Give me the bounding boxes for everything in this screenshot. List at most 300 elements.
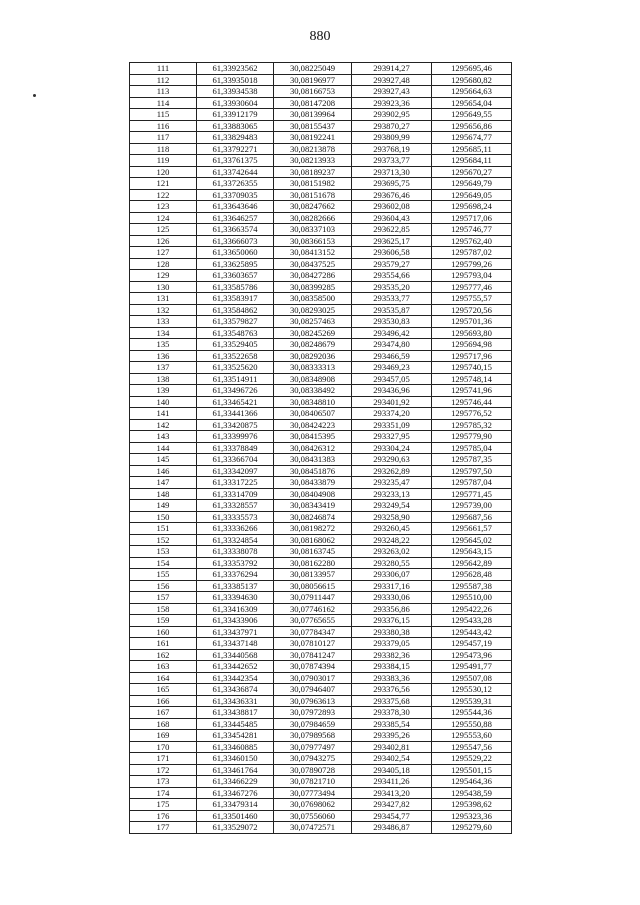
longitude-cell: 30,08155437 (274, 120, 352, 132)
table-row (130, 546, 512, 558)
y-coordinate-cell: 1295680,82 (432, 74, 512, 86)
latitude-cell: 61,33467276 (197, 787, 274, 799)
y-coordinate-cell: 1295793,04 (432, 270, 512, 282)
latitude-cell: 61,33709035 (197, 189, 274, 201)
table-row (130, 684, 512, 696)
table-row (130, 741, 512, 753)
latitude-cell: 61,33442652 (197, 661, 274, 673)
longitude-cell: 30,08343419 (274, 500, 352, 512)
table-row (130, 235, 512, 247)
table-row (130, 638, 512, 650)
x-coordinate-cell: 293427,82 (352, 799, 432, 811)
x-coordinate-cell: 293402,54 (352, 753, 432, 765)
point-number-cell: 114 (130, 97, 197, 109)
longitude-cell: 30,08282666 (274, 212, 352, 224)
x-coordinate-cell: 293927,48 (352, 74, 432, 86)
table-row (130, 396, 512, 408)
latitude-cell: 61,33328557 (197, 500, 274, 512)
point-number-cell: 162 (130, 649, 197, 661)
table-row (130, 523, 512, 535)
x-coordinate-cell: 293413,20 (352, 787, 432, 799)
latitude-cell: 61,33792271 (197, 143, 274, 155)
table-row (130, 822, 512, 834)
point-number-cell: 155 (130, 569, 197, 581)
y-coordinate-cell: 1295785,32 (432, 419, 512, 431)
latitude-cell: 61,33584862 (197, 304, 274, 316)
x-coordinate-cell: 293474,80 (352, 339, 432, 351)
longitude-cell: 30,07821710 (274, 776, 352, 788)
y-coordinate-cell: 1295740,15 (432, 362, 512, 374)
x-coordinate-cell: 293923,36 (352, 97, 432, 109)
longitude-cell: 30,07556060 (274, 810, 352, 822)
latitude-cell: 61,33385137 (197, 580, 274, 592)
y-coordinate-cell: 1295464,36 (432, 776, 512, 788)
point-number-cell: 173 (130, 776, 197, 788)
longitude-cell: 30,08166753 (274, 86, 352, 98)
point-number-cell: 175 (130, 799, 197, 811)
longitude-cell: 30,08415395 (274, 431, 352, 443)
latitude-cell: 61,33829483 (197, 132, 274, 144)
y-coordinate-cell: 1295799,26 (432, 258, 512, 270)
longitude-cell: 30,07943275 (274, 753, 352, 765)
table-row (130, 408, 512, 420)
longitude-cell: 30,07698062 (274, 799, 352, 811)
point-number-cell: 171 (130, 753, 197, 765)
point-number-cell: 170 (130, 741, 197, 753)
longitude-cell: 30,08162280 (274, 557, 352, 569)
x-coordinate-cell: 293258,90 (352, 511, 432, 523)
longitude-cell: 30,07841247 (274, 649, 352, 661)
y-coordinate-cell: 1295473,96 (432, 649, 512, 661)
x-coordinate-cell: 293235,47 (352, 477, 432, 489)
latitude-cell: 61,33324854 (197, 534, 274, 546)
longitude-cell: 30,08431383 (274, 454, 352, 466)
y-coordinate-cell: 1295746,44 (432, 396, 512, 408)
point-number-cell: 126 (130, 235, 197, 247)
latitude-cell: 61,33437971 (197, 626, 274, 638)
point-number-cell: 167 (130, 707, 197, 719)
latitude-cell: 61,33883065 (197, 120, 274, 132)
x-coordinate-cell: 293260,45 (352, 523, 432, 535)
x-coordinate-cell: 293290,63 (352, 454, 432, 466)
longitude-cell: 30,08198272 (274, 523, 352, 535)
y-coordinate-cell: 1295762,40 (432, 235, 512, 247)
point-number-cell: 156 (130, 580, 197, 592)
x-coordinate-cell: 293249,54 (352, 500, 432, 512)
table-row (130, 362, 512, 374)
table-row (130, 776, 512, 788)
latitude-cell: 61,33522658 (197, 350, 274, 362)
x-coordinate-cell: 293405,18 (352, 764, 432, 776)
table-row (130, 649, 512, 661)
longitude-cell: 30,08433879 (274, 477, 352, 489)
latitude-cell: 61,33514911 (197, 373, 274, 385)
x-coordinate-cell: 293330,06 (352, 592, 432, 604)
longitude-cell: 30,08348810 (274, 396, 352, 408)
table-row (130, 201, 512, 213)
table-row (130, 270, 512, 282)
point-number-cell: 146 (130, 465, 197, 477)
x-coordinate-cell: 293384,15 (352, 661, 432, 673)
point-number-cell: 121 (130, 178, 197, 190)
y-coordinate-cell: 1295670,27 (432, 166, 512, 178)
y-coordinate-cell: 1295698,24 (432, 201, 512, 213)
x-coordinate-cell: 293533,77 (352, 293, 432, 305)
point-number-cell: 139 (130, 385, 197, 397)
y-coordinate-cell: 1295685,11 (432, 143, 512, 155)
latitude-cell: 61,33338078 (197, 546, 274, 558)
point-number-cell: 130 (130, 281, 197, 293)
table-row (130, 799, 512, 811)
point-number-cell: 129 (130, 270, 197, 282)
table-row (130, 304, 512, 316)
point-number-cell: 172 (130, 764, 197, 776)
point-number-cell: 133 (130, 316, 197, 328)
longitude-cell: 30,08451876 (274, 465, 352, 477)
table-row (130, 626, 512, 638)
longitude-cell: 30,08366153 (274, 235, 352, 247)
point-number-cell: 142 (130, 419, 197, 431)
latitude-cell: 61,33479314 (197, 799, 274, 811)
table-row (130, 385, 512, 397)
x-coordinate-cell: 293385,54 (352, 718, 432, 730)
point-number-cell: 118 (130, 143, 197, 155)
table-row (130, 431, 512, 443)
latitude-cell: 61,33416309 (197, 603, 274, 615)
latitude-cell: 61,33496726 (197, 385, 274, 397)
y-coordinate-cell: 1295491,77 (432, 661, 512, 673)
table-row (130, 707, 512, 719)
point-number-cell: 120 (130, 166, 197, 178)
longitude-cell: 30,08257463 (274, 316, 352, 328)
x-coordinate-cell: 293317,16 (352, 580, 432, 592)
table-row (130, 109, 512, 121)
y-coordinate-cell: 1295664,63 (432, 86, 512, 98)
y-coordinate-cell: 1295553,60 (432, 730, 512, 742)
longitude-cell: 30,08163745 (274, 546, 352, 558)
y-coordinate-cell: 1295587,38 (432, 580, 512, 592)
table-row (130, 178, 512, 190)
x-coordinate-cell: 293486,87 (352, 822, 432, 834)
longitude-cell: 30,07946407 (274, 684, 352, 696)
point-number-cell: 160 (130, 626, 197, 638)
latitude-cell: 61,33378849 (197, 442, 274, 454)
table-row (130, 224, 512, 236)
y-coordinate-cell: 1295674,77 (432, 132, 512, 144)
y-coordinate-cell: 1295422,26 (432, 603, 512, 615)
table-row (130, 730, 512, 742)
y-coordinate-cell: 1295645,02 (432, 534, 512, 546)
table-row (130, 753, 512, 765)
point-number-cell: 152 (130, 534, 197, 546)
x-coordinate-cell: 293695,75 (352, 178, 432, 190)
y-coordinate-cell: 1295642,89 (432, 557, 512, 569)
table-row (130, 661, 512, 673)
latitude-cell: 61,33625895 (197, 258, 274, 270)
latitude-cell: 61,33585786 (197, 281, 274, 293)
y-coordinate-cell: 1295654,04 (432, 97, 512, 109)
y-coordinate-cell: 1295398,62 (432, 799, 512, 811)
y-coordinate-cell: 1295438,59 (432, 787, 512, 799)
latitude-cell: 61,33501460 (197, 810, 274, 822)
point-number-cell: 136 (130, 350, 197, 362)
x-coordinate-cell: 293436,96 (352, 385, 432, 397)
table-row (130, 442, 512, 454)
table-row (130, 592, 512, 604)
point-number-cell: 117 (130, 132, 197, 144)
x-coordinate-cell: 293914,27 (352, 63, 432, 75)
longitude-cell: 30,07746162 (274, 603, 352, 615)
y-coordinate-cell: 1295510,00 (432, 592, 512, 604)
longitude-cell: 30,08348908 (274, 373, 352, 385)
x-coordinate-cell: 293579,27 (352, 258, 432, 270)
x-coordinate-cell: 293809,99 (352, 132, 432, 144)
x-coordinate-cell: 293411,26 (352, 776, 432, 788)
latitude-cell: 61,33742644 (197, 166, 274, 178)
latitude-cell: 61,33433906 (197, 615, 274, 627)
table-row (130, 155, 512, 167)
point-number-cell: 161 (130, 638, 197, 650)
longitude-cell: 30,07890728 (274, 764, 352, 776)
coordinates-table (129, 62, 512, 834)
point-number-cell: 157 (130, 592, 197, 604)
y-coordinate-cell: 1295748,14 (432, 373, 512, 385)
x-coordinate-cell: 293248,22 (352, 534, 432, 546)
table-row (130, 350, 512, 362)
latitude-cell: 61,33441366 (197, 408, 274, 420)
table-row (130, 465, 512, 477)
table-row (130, 258, 512, 270)
y-coordinate-cell: 1295771,45 (432, 488, 512, 500)
x-coordinate-cell: 293379,05 (352, 638, 432, 650)
longitude-cell: 30,08151678 (274, 189, 352, 201)
point-number-cell: 134 (130, 327, 197, 339)
table-row (130, 615, 512, 627)
point-number-cell: 153 (130, 546, 197, 558)
y-coordinate-cell: 1295787,04 (432, 477, 512, 489)
point-number-cell: 149 (130, 500, 197, 512)
longitude-cell: 30,08213878 (274, 143, 352, 155)
x-coordinate-cell: 293375,68 (352, 695, 432, 707)
y-coordinate-cell: 1295539,31 (432, 695, 512, 707)
point-number-cell: 154 (130, 557, 197, 569)
latitude-cell: 61,33643646 (197, 201, 274, 213)
y-coordinate-cell: 1295530,12 (432, 684, 512, 696)
point-number-cell: 159 (130, 615, 197, 627)
y-coordinate-cell: 1295656,86 (432, 120, 512, 132)
table-row (130, 787, 512, 799)
table-row (130, 166, 512, 178)
x-coordinate-cell: 293351,09 (352, 419, 432, 431)
longitude-cell: 30,08168062 (274, 534, 352, 546)
longitude-cell: 30,07963613 (274, 695, 352, 707)
x-coordinate-cell: 293902,95 (352, 109, 432, 121)
y-coordinate-cell: 1295785,04 (432, 442, 512, 454)
longitude-cell: 30,08406507 (274, 408, 352, 420)
latitude-cell: 61,33445485 (197, 718, 274, 730)
latitude-cell: 61,33436331 (197, 695, 274, 707)
longitude-cell: 30,07903017 (274, 672, 352, 684)
longitude-cell: 30,08056615 (274, 580, 352, 592)
table-row (130, 810, 512, 822)
x-coordinate-cell: 293457,05 (352, 373, 432, 385)
x-coordinate-cell: 293380,38 (352, 626, 432, 638)
longitude-cell: 30,07911447 (274, 592, 352, 604)
latitude-cell: 61,33442354 (197, 672, 274, 684)
latitude-cell: 61,33935018 (197, 74, 274, 86)
point-number-cell: 166 (130, 695, 197, 707)
margin-mark (33, 94, 36, 97)
x-coordinate-cell: 293356,86 (352, 603, 432, 615)
longitude-cell: 30,08413152 (274, 247, 352, 259)
latitude-cell: 61,33366704 (197, 454, 274, 466)
table-row (130, 477, 512, 489)
x-coordinate-cell: 293870,27 (352, 120, 432, 132)
longitude-cell: 30,07972893 (274, 707, 352, 719)
x-coordinate-cell: 293602,08 (352, 201, 432, 213)
table-row (130, 74, 512, 86)
point-number-cell: 177 (130, 822, 197, 834)
latitude-cell: 61,33666073 (197, 235, 274, 247)
x-coordinate-cell: 293280,55 (352, 557, 432, 569)
y-coordinate-cell: 1295544,36 (432, 707, 512, 719)
y-coordinate-cell: 1295741,96 (432, 385, 512, 397)
longitude-cell: 30,08333313 (274, 362, 352, 374)
longitude-cell: 30,08245269 (274, 327, 352, 339)
table-row (130, 373, 512, 385)
x-coordinate-cell: 293469,23 (352, 362, 432, 374)
latitude-cell: 61,33376294 (197, 569, 274, 581)
point-number-cell: 158 (130, 603, 197, 615)
point-number-cell: 115 (130, 109, 197, 121)
longitude-cell: 30,07989568 (274, 730, 352, 742)
x-coordinate-cell: 293604,43 (352, 212, 432, 224)
y-coordinate-cell: 1295529,22 (432, 753, 512, 765)
longitude-cell: 30,08426312 (274, 442, 352, 454)
y-coordinate-cell: 1295755,57 (432, 293, 512, 305)
latitude-cell: 61,33525620 (197, 362, 274, 374)
point-number-cell: 145 (130, 454, 197, 466)
y-coordinate-cell: 1295550,88 (432, 718, 512, 730)
table-row (130, 339, 512, 351)
latitude-cell: 61,33663574 (197, 224, 274, 236)
point-number-cell: 123 (130, 201, 197, 213)
latitude-cell: 61,33437148 (197, 638, 274, 650)
latitude-cell: 61,33465421 (197, 396, 274, 408)
table-row (130, 86, 512, 98)
x-coordinate-cell: 293395,26 (352, 730, 432, 742)
point-number-cell: 147 (130, 477, 197, 489)
point-number-cell: 150 (130, 511, 197, 523)
point-number-cell: 125 (130, 224, 197, 236)
latitude-cell: 61,33930604 (197, 97, 274, 109)
x-coordinate-cell: 293402,81 (352, 741, 432, 753)
latitude-cell: 61,33529072 (197, 822, 274, 834)
y-coordinate-cell: 1295649,55 (432, 109, 512, 121)
x-coordinate-cell: 293676,46 (352, 189, 432, 201)
longitude-cell: 30,08192241 (274, 132, 352, 144)
point-number-cell: 151 (130, 523, 197, 535)
table-row (130, 63, 512, 75)
y-coordinate-cell: 1295693,80 (432, 327, 512, 339)
table-row (130, 511, 512, 523)
page-number: 880 (309, 29, 331, 44)
y-coordinate-cell: 1295661,57 (432, 523, 512, 535)
longitude-cell: 30,07874394 (274, 661, 352, 673)
y-coordinate-cell: 1295694,98 (432, 339, 512, 351)
point-number-cell: 111 (130, 63, 197, 75)
longitude-cell: 30,07784347 (274, 626, 352, 638)
table-row (130, 534, 512, 546)
x-coordinate-cell: 293378,30 (352, 707, 432, 719)
x-coordinate-cell: 293535,20 (352, 281, 432, 293)
point-number-cell: 164 (130, 672, 197, 684)
longitude-cell: 30,08248679 (274, 339, 352, 351)
y-coordinate-cell: 1295443,42 (432, 626, 512, 638)
point-number-cell: 128 (130, 258, 197, 270)
y-coordinate-cell: 1295776,52 (432, 408, 512, 420)
x-coordinate-cell: 293376,56 (352, 684, 432, 696)
x-coordinate-cell: 293927,43 (352, 86, 432, 98)
x-coordinate-cell: 293733,77 (352, 155, 432, 167)
point-number-cell: 127 (130, 247, 197, 259)
longitude-cell: 30,08404908 (274, 488, 352, 500)
y-coordinate-cell: 1295628,48 (432, 569, 512, 581)
longitude-cell: 30,08225049 (274, 63, 352, 75)
point-number-cell: 163 (130, 661, 197, 673)
x-coordinate-cell: 293262,89 (352, 465, 432, 477)
latitude-cell: 61,33579827 (197, 316, 274, 328)
y-coordinate-cell: 1295507,08 (432, 672, 512, 684)
table-row (130, 695, 512, 707)
latitude-cell: 61,33394630 (197, 592, 274, 604)
point-number-cell: 148 (130, 488, 197, 500)
longitude-cell: 30,08427286 (274, 270, 352, 282)
table-row (130, 569, 512, 581)
y-coordinate-cell: 1295701,36 (432, 316, 512, 328)
table-row (130, 500, 512, 512)
longitude-cell: 30,07773494 (274, 787, 352, 799)
x-coordinate-cell: 293401,92 (352, 396, 432, 408)
x-coordinate-cell: 293382,36 (352, 649, 432, 661)
point-number-cell: 122 (130, 189, 197, 201)
point-number-cell: 143 (130, 431, 197, 443)
table-row (130, 143, 512, 155)
longitude-cell: 30,08437525 (274, 258, 352, 270)
latitude-cell: 61,33317225 (197, 477, 274, 489)
x-coordinate-cell: 293263,02 (352, 546, 432, 558)
longitude-cell: 30,08338492 (274, 385, 352, 397)
table-row (130, 316, 512, 328)
latitude-cell: 61,33466229 (197, 776, 274, 788)
y-coordinate-cell: 1295797,50 (432, 465, 512, 477)
latitude-cell: 61,33314709 (197, 488, 274, 500)
y-coordinate-cell: 1295717,96 (432, 350, 512, 362)
y-coordinate-cell: 1295695,46 (432, 63, 512, 75)
longitude-cell: 30,08399285 (274, 281, 352, 293)
latitude-cell: 61,33646257 (197, 212, 274, 224)
longitude-cell: 30,08292036 (274, 350, 352, 362)
x-coordinate-cell: 293625,17 (352, 235, 432, 247)
y-coordinate-cell: 1295649,79 (432, 178, 512, 190)
y-coordinate-cell: 1295720,56 (432, 304, 512, 316)
point-number-cell: 131 (130, 293, 197, 305)
longitude-cell: 30,08189237 (274, 166, 352, 178)
x-coordinate-cell: 293535,87 (352, 304, 432, 316)
point-number-cell: 137 (130, 362, 197, 374)
table-row (130, 327, 512, 339)
longitude-cell: 30,07472571 (274, 822, 352, 834)
